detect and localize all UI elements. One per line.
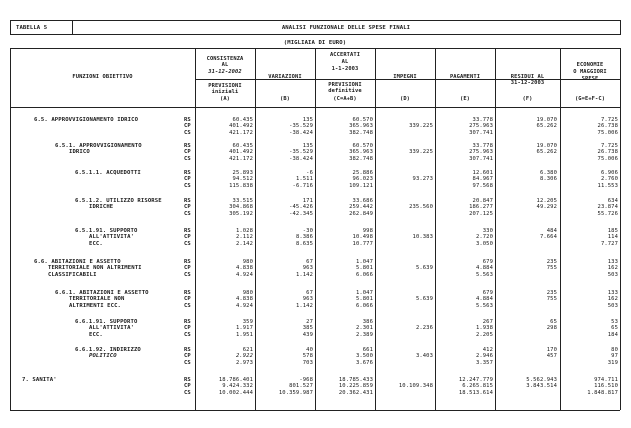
table-cell: 6.066 (355, 302, 373, 309)
table-cell: 75.006 (597, 155, 618, 162)
table-cell: 5.639 (415, 296, 433, 303)
table-cell: 8.386 (295, 234, 313, 241)
row-label: 6.6.1.92. INDIRIZZO (75, 347, 141, 353)
table-cell: 97.568 (472, 182, 493, 189)
row-label: ECC. (89, 240, 103, 247)
row-type: CP (184, 149, 191, 156)
table-cell: 33.778 (472, 117, 493, 123)
table-cell: 2.142 (235, 240, 253, 247)
table-cell: 133 (607, 290, 618, 296)
table-cell: 6.265.815 (462, 383, 493, 390)
row-label: IDRICO (69, 149, 90, 156)
table-cell: 578 (302, 353, 313, 360)
row-label: TERRITORIALE NON (69, 296, 125, 303)
table-cell: 186.277 (469, 204, 493, 211)
table-cell: 170 (546, 347, 557, 353)
table-cell: 8.635 (295, 240, 313, 247)
table-cell: 55.726 (597, 210, 618, 217)
table-cell: 20.362.431 (338, 389, 373, 396)
table-cell: 2.236 (415, 325, 433, 332)
header-col-a-code: (A) (219, 96, 231, 102)
row-type: CS (184, 271, 191, 278)
table-cell: 10.359.987 (278, 389, 313, 396)
table-cell: 10.002.444 (218, 389, 253, 396)
table-cell: 484 (546, 228, 557, 234)
table-cell: 5.562.943 (526, 377, 557, 383)
row-label: IDRICHE (89, 204, 114, 211)
table-cell: 2.946 (475, 353, 493, 360)
table-cell: 19.070 (536, 117, 557, 123)
table-cell: 4.884 (475, 296, 493, 303)
table-cell: 339.225 (409, 149, 433, 156)
table-cell: 412 (482, 347, 493, 353)
table-cell: 67 (306, 290, 313, 296)
table-cell: 5.563 (475, 271, 493, 278)
table-cell: -6 (306, 170, 313, 176)
table-title: ANALISI FUNZIONALE DELLE SPESE FINALI (281, 25, 411, 31)
table-cell: 84.967 (472, 176, 493, 183)
table-cell: 23.874 (597, 204, 618, 211)
table-cell: 10.777 (352, 240, 373, 247)
table-cell: 298 (546, 325, 557, 332)
table-cell: 9.424.332 (222, 383, 253, 390)
table-cell: 235.560 (409, 204, 433, 211)
table-cell: 7.725 (600, 117, 618, 123)
table-cell: 703 (302, 359, 313, 366)
table-cell: 235 (546, 290, 557, 296)
header-col-a-sub2: iniziali (211, 89, 239, 95)
table-cell: 3.676 (355, 359, 373, 366)
table-cell: 27 (306, 319, 313, 325)
row-label: ALTRIMENTI ECC. (69, 302, 122, 309)
table-cell: 382.748 (349, 155, 373, 162)
row-label: 6.6.1.91. SUPPORTO (75, 319, 138, 325)
table-cell: 25.893 (232, 170, 253, 176)
table-cell: 114 (607, 234, 618, 241)
row-type: CP (184, 234, 191, 241)
table-cell: 1.047 (355, 259, 373, 265)
table-cell: 96.023 (352, 176, 373, 183)
table-cell: 53 (611, 319, 618, 325)
row-type: CS (184, 155, 191, 162)
row-label: ECC. (89, 331, 103, 338)
row-label: 7. SANITA' (22, 377, 57, 383)
table-cell: 60.435 (232, 143, 253, 149)
table-cell: 235 (546, 259, 557, 265)
row-label: 6.5.1.2. UTILIZZO RISORSE (75, 198, 162, 204)
table-cell: 305.192 (229, 210, 253, 217)
table-cell: 1.938 (475, 325, 493, 332)
table-cell: 60.570 (352, 143, 373, 149)
row-type: RS (184, 259, 191, 265)
table-cell: 40 (306, 347, 313, 353)
table-cell: -45.426 (289, 204, 313, 211)
row-type: CS (184, 182, 191, 189)
table-cell: 20.847 (472, 198, 493, 204)
table-cell: 12.205 (536, 198, 557, 204)
table-cell: 93.273 (412, 176, 433, 183)
table-cell: 339.225 (409, 123, 433, 130)
header-col-a-line1: CONSISTENZA (206, 56, 244, 62)
table-cell: 97 (611, 353, 618, 360)
table-cell: 1.142 (295, 271, 313, 278)
header-col-d-code: (D) (399, 96, 411, 102)
table-cell: 963 (302, 296, 313, 303)
row-type: CP (184, 353, 191, 360)
table-cell: 116.510 (594, 383, 618, 390)
row-label: CLASSIFICABILI (48, 271, 97, 278)
table-cell: 275.963 (469, 123, 493, 130)
row-type: CP (184, 325, 191, 332)
table-cell: 1.848.817 (587, 389, 618, 396)
table-cell: 6.906 (600, 170, 618, 176)
table-cell: 307.741 (469, 155, 493, 162)
table-cell: 3.357 (475, 359, 493, 366)
table-cell: -968 (299, 377, 313, 383)
table-cell: 1.047 (355, 290, 373, 296)
table-cell: 5.801 (355, 296, 373, 303)
table-cell: 3.403 (415, 353, 433, 360)
table-cell: 661 (362, 347, 373, 353)
header-col-b: VARIAZIONI (268, 74, 302, 80)
table-cell: 25.886 (352, 170, 373, 176)
row-type: CP (184, 204, 191, 211)
header-col-e-code: (E) (459, 96, 471, 102)
table-cell: 7.725 (600, 143, 618, 149)
table-cell: 65.262 (536, 149, 557, 156)
row-type: CP (184, 176, 191, 183)
header-col-c-date: 1-1-2003 (331, 66, 359, 72)
table-cell: 2.301 (355, 325, 373, 332)
table-cell: 33.515 (232, 198, 253, 204)
table-cell: -38.424 (289, 155, 313, 162)
table-cell: 503 (607, 302, 618, 309)
row-type: RS (184, 143, 191, 149)
row-type: CS (184, 210, 191, 217)
row-type: CS (184, 129, 191, 136)
header-col-g-line2: O MAGGIORI (573, 69, 607, 75)
table-cell: 7.664 (539, 234, 557, 241)
table-cell: 94.512 (232, 176, 253, 183)
header-col-a-line2: AL (221, 62, 229, 68)
row-type: RS (184, 347, 191, 353)
header-col-c-sub2: definitive (328, 88, 362, 94)
table-cell: 4.924 (235, 271, 253, 278)
table-cell: 1.142 (295, 302, 313, 309)
table-cell: 2.389 (355, 331, 373, 338)
table-cell: 3.050 (475, 240, 493, 247)
row-label: 6.5.1. APPROVVIGIONAMENTO (55, 143, 142, 149)
table-cell: 755 (546, 296, 557, 303)
table-cell: 267 (482, 319, 493, 325)
table-cell: 18.513.614 (458, 389, 493, 396)
table-cell: 385 (302, 325, 313, 332)
header-col-f-code: (F) (522, 96, 533, 102)
table-cell: 171 (302, 198, 313, 204)
table-cell: 12.247.779 (458, 377, 493, 383)
table-cell: -35.529 (289, 123, 313, 130)
table-cell: 10.383 (412, 234, 433, 241)
table-cell: 1.511 (295, 176, 313, 183)
row-label: TERRITORIALE NON ALTRIMENTI (48, 265, 142, 272)
row-label: 6.6. ABITAZIONI E ASSETTO (34, 259, 121, 265)
table-cell: 7.727 (600, 240, 618, 247)
table-label: TABELLA 5 (16, 25, 48, 31)
table-cell: 12.601 (472, 170, 493, 176)
row-label: 6.5.1.1. ACQUEDOTTI (75, 170, 141, 176)
table-cell: 109.121 (349, 182, 373, 189)
header-col-b-code: (B) (279, 96, 291, 102)
row-type: RS (184, 290, 191, 296)
table-cell: 304.868 (229, 204, 253, 211)
table-cell: 457 (546, 353, 557, 360)
table-cell: 1.028 (235, 228, 253, 234)
header-functions: FUNZIONI OBIETTIVO (72, 74, 133, 80)
table-cell: 634 (607, 198, 618, 204)
header-col-c-line1: ACCERTATI (329, 52, 361, 58)
table-cell: 33.778 (472, 143, 493, 149)
row-type: CS (184, 389, 191, 396)
row-type: CP (184, 296, 191, 303)
header-col-g-line3: SPESE (581, 76, 599, 82)
table-cell: 2.720 (475, 234, 493, 241)
units-label: (MIGLIAIA DI EURO) (283, 40, 347, 46)
table-cell: 10.498 (352, 234, 373, 241)
table-cell: 401.492 (229, 149, 253, 156)
table-cell: 33.686 (352, 198, 373, 204)
table-cell: 65.262 (536, 123, 557, 130)
header-col-e: PAGAMENTI (449, 74, 481, 80)
row-type: CP (184, 265, 191, 272)
table-cell: 6.066 (355, 271, 373, 278)
header-col-c-line2: AL (341, 59, 349, 65)
table-cell: 755 (546, 265, 557, 272)
table-cell: 18.786.401 (218, 377, 253, 383)
table-cell: -30 (302, 228, 313, 234)
row-type: CP (184, 123, 191, 130)
table-cell: 2.973 (235, 359, 253, 366)
row-type: CS (184, 240, 191, 247)
table-cell: 5.801 (355, 265, 373, 272)
table-cell: 5.563 (475, 302, 493, 309)
table-cell: 359 (242, 319, 253, 325)
table-cell: 11.553 (597, 182, 618, 189)
table-cell: 4.838 (235, 296, 253, 303)
table-cell: 4.924 (235, 302, 253, 309)
row-type: RS (184, 377, 191, 383)
table-cell: 330 (482, 228, 493, 234)
row-type: RS (184, 228, 191, 234)
table-cell: 207.125 (469, 210, 493, 217)
table-cell: 621 (242, 347, 253, 353)
header-col-f-line2: 31-12-2003 (510, 80, 545, 86)
table-cell: 10.225.859 (338, 383, 373, 390)
table-cell: 1.951 (235, 331, 253, 338)
table-cell: 67 (306, 259, 313, 265)
row-type: CS (184, 302, 191, 309)
table-cell: 135 (302, 143, 313, 149)
table-cell: 60.435 (232, 117, 253, 123)
table-cell: 679 (482, 259, 493, 265)
table-cell: 679 (482, 290, 493, 296)
table-cell: 2.922 (235, 353, 253, 360)
table-cell: -38.424 (289, 129, 313, 136)
table-cell: 262.849 (349, 210, 373, 217)
table-cell: 10.109.348 (398, 383, 433, 390)
table-cell: 135 (302, 117, 313, 123)
table-cell: 307.741 (469, 129, 493, 136)
table-cell: 382.748 (349, 129, 373, 136)
table-cell: 974.711 (594, 377, 618, 383)
row-label: ALL'ATTIVITA' (89, 325, 135, 332)
table-cell: 2.760 (600, 176, 618, 183)
table-cell: 3.843.514 (526, 383, 557, 390)
table-cell: 421.172 (229, 129, 253, 136)
table-cell: 439 (302, 331, 313, 338)
table-cell: 503 (607, 271, 618, 278)
row-type: RS (184, 198, 191, 204)
row-label: ALL'ATTIVITA' (89, 234, 135, 241)
header-col-g-code: (G=E+F-C) (574, 96, 606, 102)
header-col-f-line1: RESIDUI AL (510, 74, 545, 80)
table-cell: 2.112 (235, 234, 253, 241)
table-cell: 1.917 (235, 325, 253, 332)
table-cell: 401.492 (229, 123, 253, 130)
table-cell: 60.570 (352, 117, 373, 123)
table-cell: 115.838 (229, 182, 253, 189)
table-cell: 365.963 (349, 123, 373, 130)
header-col-a-date: 31-12-2002 (208, 69, 242, 75)
table-cell: 26.738 (597, 123, 618, 130)
table-cell: 801.527 (289, 383, 313, 390)
table-cell: 133 (607, 259, 618, 265)
table-cell: 8.306 (539, 176, 557, 183)
table-cell: -42.345 (289, 210, 313, 217)
table-cell: 65 (550, 319, 557, 325)
table-cell: 65 (611, 325, 618, 332)
table-cell: 386 (362, 319, 373, 325)
row-label: 6.5.1.91. SUPPORTO (75, 228, 138, 234)
table-cell: 259.442 (349, 204, 373, 211)
row-type: CS (184, 331, 191, 338)
header-col-d: IMPEGNI (393, 74, 417, 80)
table-cell: 421.172 (229, 155, 253, 162)
row-label: POLITICO (89, 353, 117, 360)
header-col-c-code: (C=A+B) (333, 96, 357, 102)
table-cell: -6.716 (292, 182, 313, 189)
table-cell: 998 (362, 228, 373, 234)
table-cell: 26.738 (597, 149, 618, 156)
table-cell: 319 (607, 359, 618, 366)
header-col-g-line1: ECONOMIE (576, 62, 604, 68)
table-cell: 4.838 (235, 265, 253, 272)
table-cell: 162 (607, 296, 618, 303)
table-cell: 365.963 (349, 149, 373, 156)
table-cell: 18.785.433 (338, 377, 373, 383)
header-col-a-sub1: PREVISIONI (208, 83, 242, 89)
table-cell: 80 (611, 347, 618, 353)
table-cell: 3.500 (355, 353, 373, 360)
table-cell: 4.884 (475, 265, 493, 272)
row-type: RS (184, 117, 191, 123)
table-cell: 185 (607, 228, 618, 234)
table-cell: 275.963 (469, 149, 493, 156)
table-cell: 184 (607, 331, 618, 338)
table-cell: 5.639 (415, 265, 433, 272)
row-type: RS (184, 170, 191, 176)
row-type: CS (184, 359, 191, 366)
table-cell: 6.380 (539, 170, 557, 176)
table-cell: 2.205 (475, 331, 493, 338)
table-cell: 49.292 (536, 204, 557, 211)
row-label: 6.6.1. ABITAZIONI E ASSETTO (55, 290, 149, 296)
row-type: RS (184, 319, 191, 325)
row-type: CP (184, 383, 191, 390)
table-cell: 19.070 (536, 143, 557, 149)
table-cell: 75.006 (597, 129, 618, 136)
table-cell: -35.529 (289, 149, 313, 156)
header-col-c-sub1: PREVISIONI (328, 82, 362, 88)
table-cell: 963 (302, 265, 313, 272)
table-cell: 162 (607, 265, 618, 272)
row-label: 6.5. APPROVVIGIONAMENTO IDRICO (34, 117, 139, 123)
table-cell: 980 (242, 259, 253, 265)
table-cell: 980 (242, 290, 253, 296)
